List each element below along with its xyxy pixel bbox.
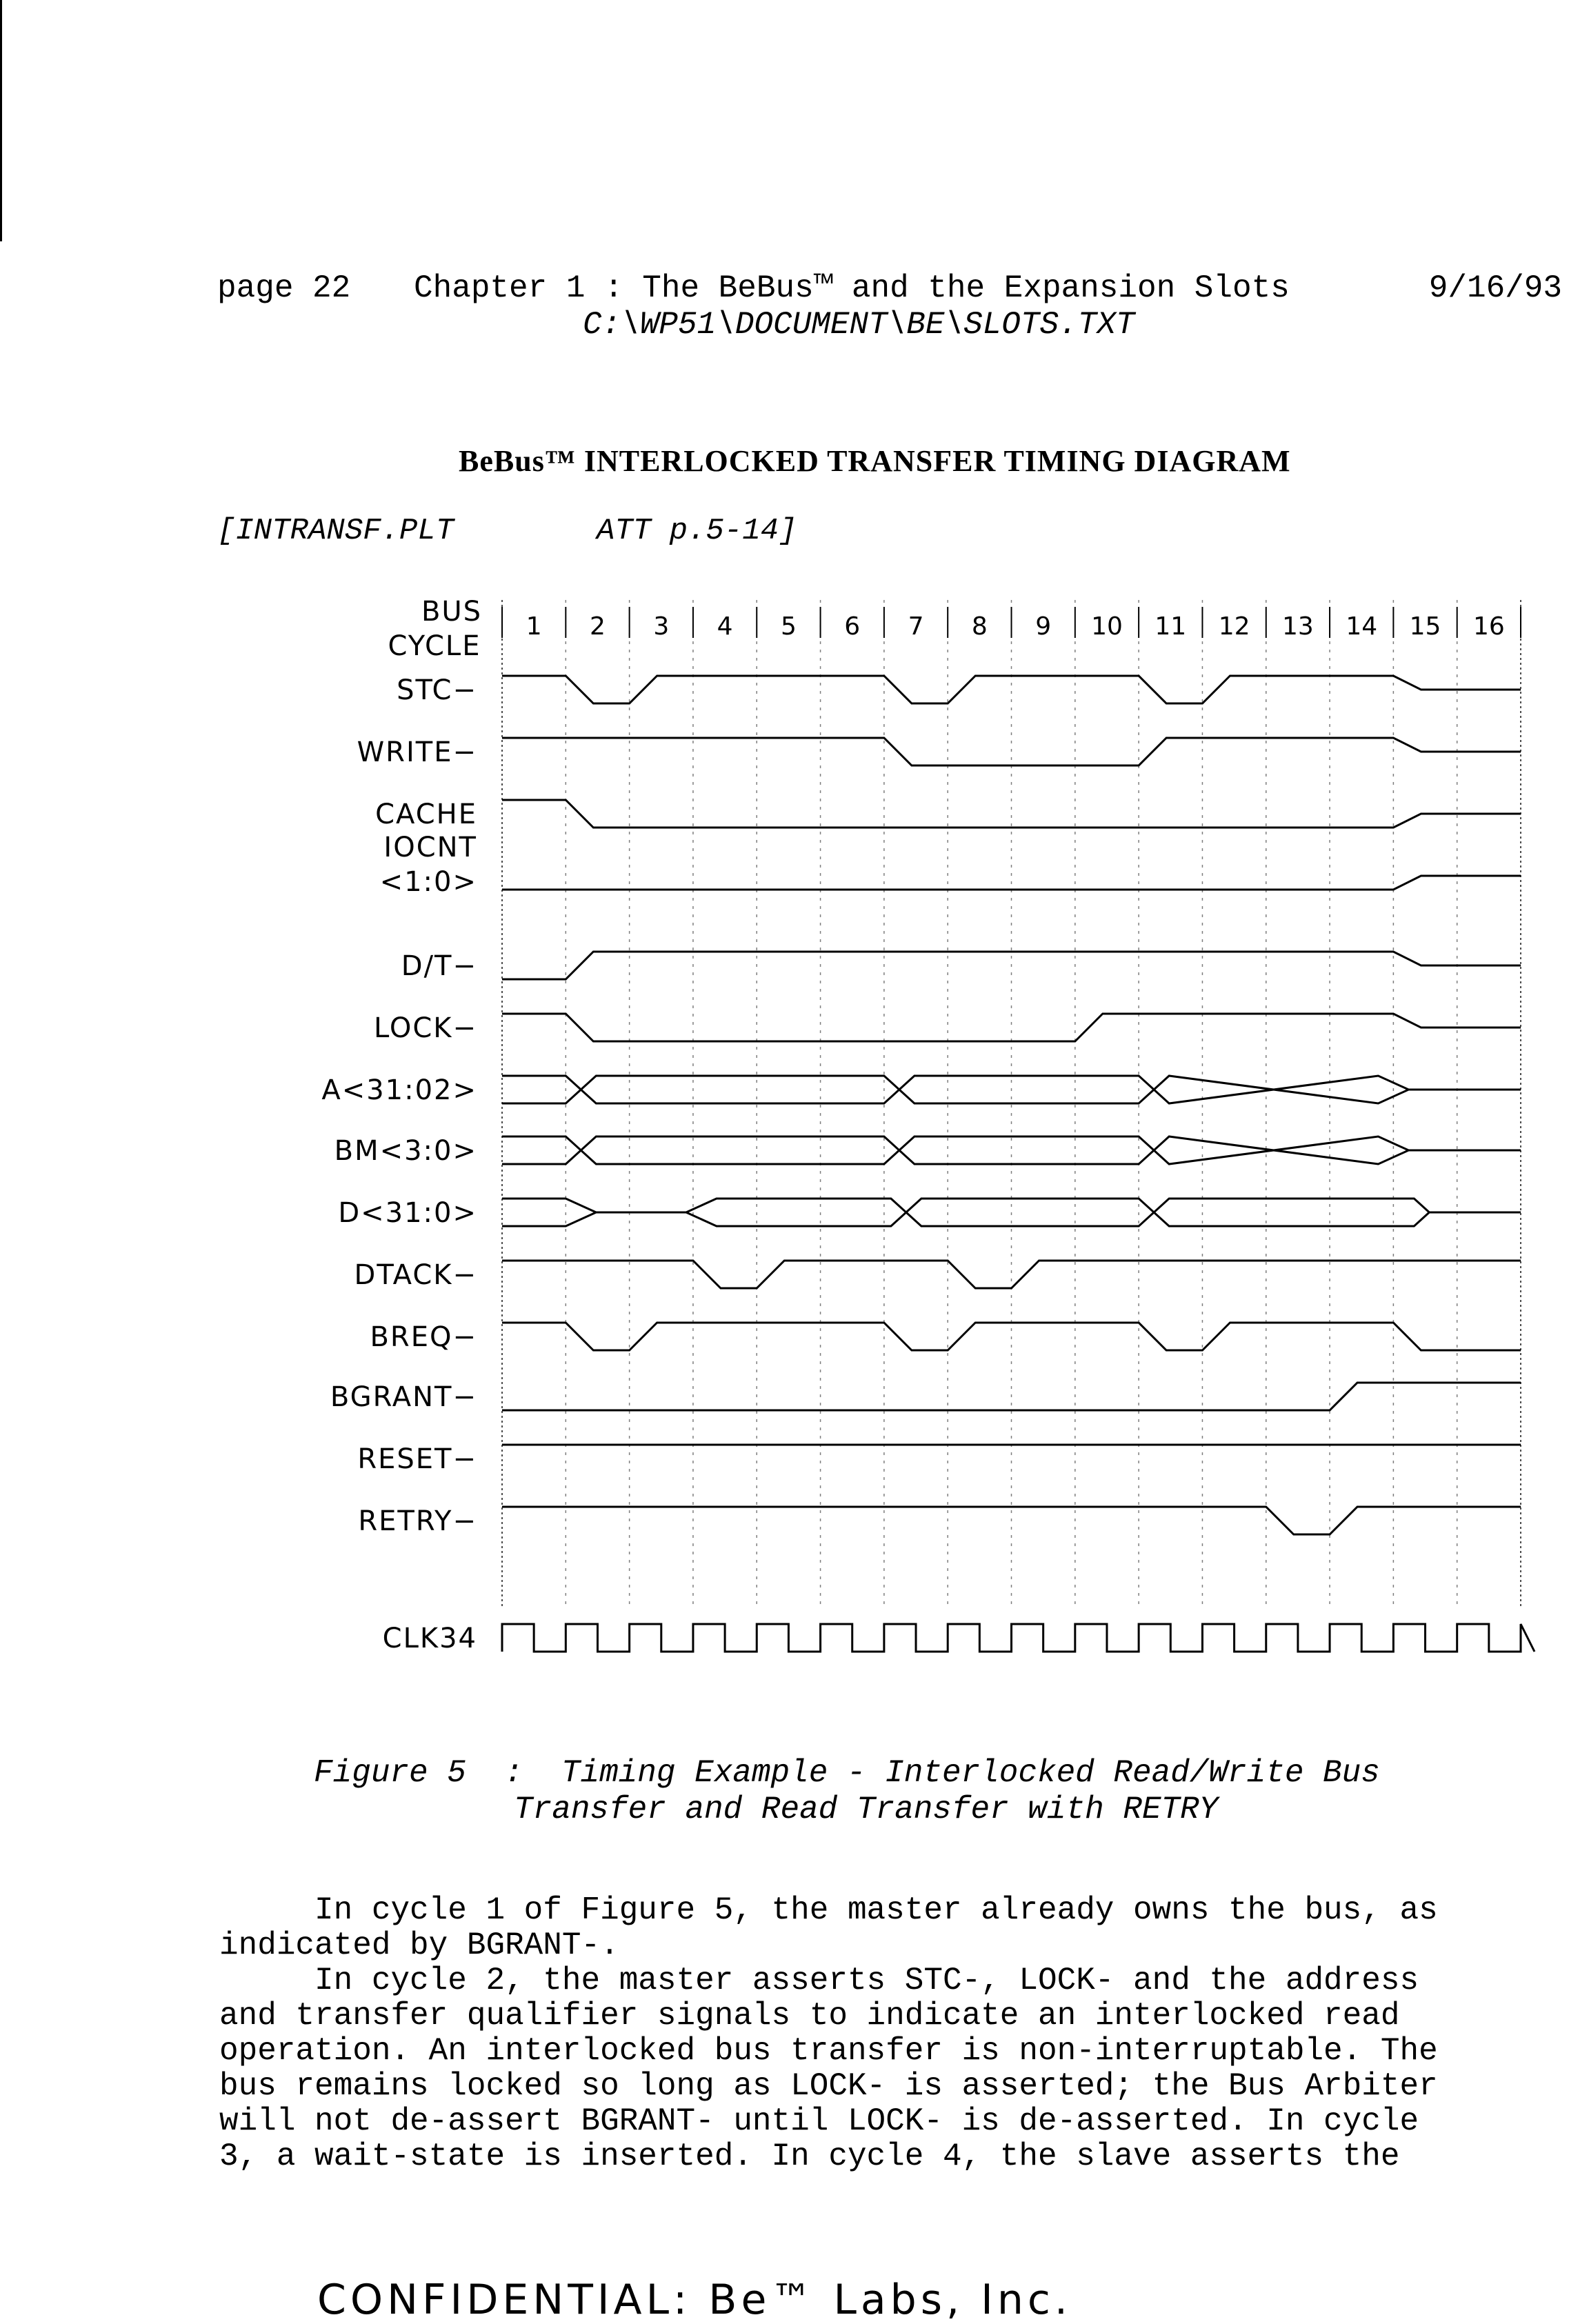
cycle-label: CYCLE [388, 630, 481, 662]
clk34-label: CLK34 [382, 1623, 477, 1654]
diagram-title: BeBus™ INTERLOCKED TRANSFER TIMING DIAGRAM [459, 444, 1291, 478]
bus-label: BUS [421, 596, 483, 628]
signal-d-t-label: D∕T− [401, 950, 477, 982]
cycle-number-7: 7 [908, 612, 924, 641]
signal-breq-label: BREQ− [370, 1321, 477, 1353]
figure-caption-line-1: Figure 5 : Timing Example - Interlocked Read/Write Bus [314, 1755, 1380, 1791]
signal-stc-label: STC− [397, 674, 477, 706]
att-page-ref: ATT p.5-14] [597, 514, 797, 548]
cycle-number-10: 10 [1091, 612, 1123, 641]
figure-caption-line-2: Transfer and Read Transfer with RETRY [514, 1792, 1219, 1827]
file-path: C:\WP51\DOCUMENT\BE\SLOTS.TXT [583, 307, 1135, 343]
signal-bm-3-0-wave-rail-b [502, 1136, 1408, 1164]
header-date: 9/16/93 [1428, 270, 1562, 306]
cycle-number-16: 16 [1472, 612, 1505, 641]
body-line: operation. An interlocked bus transfer is non-interruptable. The [219, 2033, 1438, 2069]
signal-dtack-label: DTACK− [354, 1259, 477, 1291]
cycle-number-4: 4 [717, 612, 733, 641]
signal-cache-label: CACHE [375, 799, 477, 830]
clk34-wave [502, 1624, 1535, 1652]
bus-cycle-labels [388, 596, 1505, 662]
cycle-number-14: 14 [1346, 612, 1378, 641]
signal-lock-wave [502, 1014, 1521, 1041]
cycle-number-6: 6 [844, 612, 861, 641]
body-line: indicated by BGRANT-. [219, 1927, 619, 1963]
cycle-number-9: 9 [1035, 612, 1052, 641]
signal-bm-3-0-label: BM<3:0> [334, 1135, 477, 1167]
body-text [219, 1893, 1581, 2174]
body-line: In cycle 2, the master asserts STC-, LOCK- and the address [219, 1963, 1419, 1999]
cycle-number-2: 2 [590, 612, 606, 641]
cycle-number-12: 12 [1218, 612, 1250, 641]
cycle-number-11: 11 [1155, 612, 1187, 641]
cycle-number-8: 8 [971, 612, 988, 641]
signal-a-31-02-label: A<31:02> [321, 1074, 477, 1106]
body-line: and transfer qualifier signals to indicate an interlocked read [219, 1998, 1400, 2034]
signal-iocnt-1-0-label-range: <1:0> [379, 866, 477, 898]
signal-waveforms [502, 676, 1535, 1652]
cycle-number-13: 13 [1282, 612, 1314, 641]
body-line: 3, a wait-state is inserted. In cycle 4, the slave asserts the [219, 2138, 1400, 2174]
signal-bgrant-label: BGRANT− [330, 1381, 477, 1413]
confidential-footer: CONFIDENTIAL: Be™ Labs, Inc. [317, 2276, 1072, 2324]
body-line: will not de-assert BGRANT- until LOCK- is de-asserted. In cycle [219, 2103, 1419, 2139]
signal-a-31-02-wave-rail-b [502, 1076, 1408, 1103]
cycle-number-1: 1 [526, 612, 542, 641]
cycle-number-3: 3 [653, 612, 670, 641]
signal-iocnt-1-0-label: IOCNT [383, 832, 477, 863]
signal-retry-label: RETRY− [358, 1505, 477, 1537]
signal-write-label: WRITE− [357, 737, 477, 768]
signal-labels [321, 674, 477, 1654]
body-line: In cycle 1 of Figure 5, the master already owns the bus, as [219, 1892, 1438, 1928]
cycle-number-5: 5 [780, 612, 797, 641]
body-line: bus remains locked so long as LOCK- is asserted; the Bus Arbiter [219, 2068, 1438, 2104]
signal-d-31-0-label: D<31:0> [338, 1197, 477, 1229]
plot-file-ref: [INTRANSF.PLT [217, 514, 454, 548]
chapter-title: Chapter 1 : The BeBus™ and the Expansion Slots [414, 270, 1290, 306]
signal-reset-label: RESET− [357, 1443, 477, 1475]
signal-lock-label: LOCK− [373, 1012, 477, 1044]
page-number: page 22 [217, 270, 351, 306]
cycle-number-15: 15 [1409, 612, 1441, 641]
